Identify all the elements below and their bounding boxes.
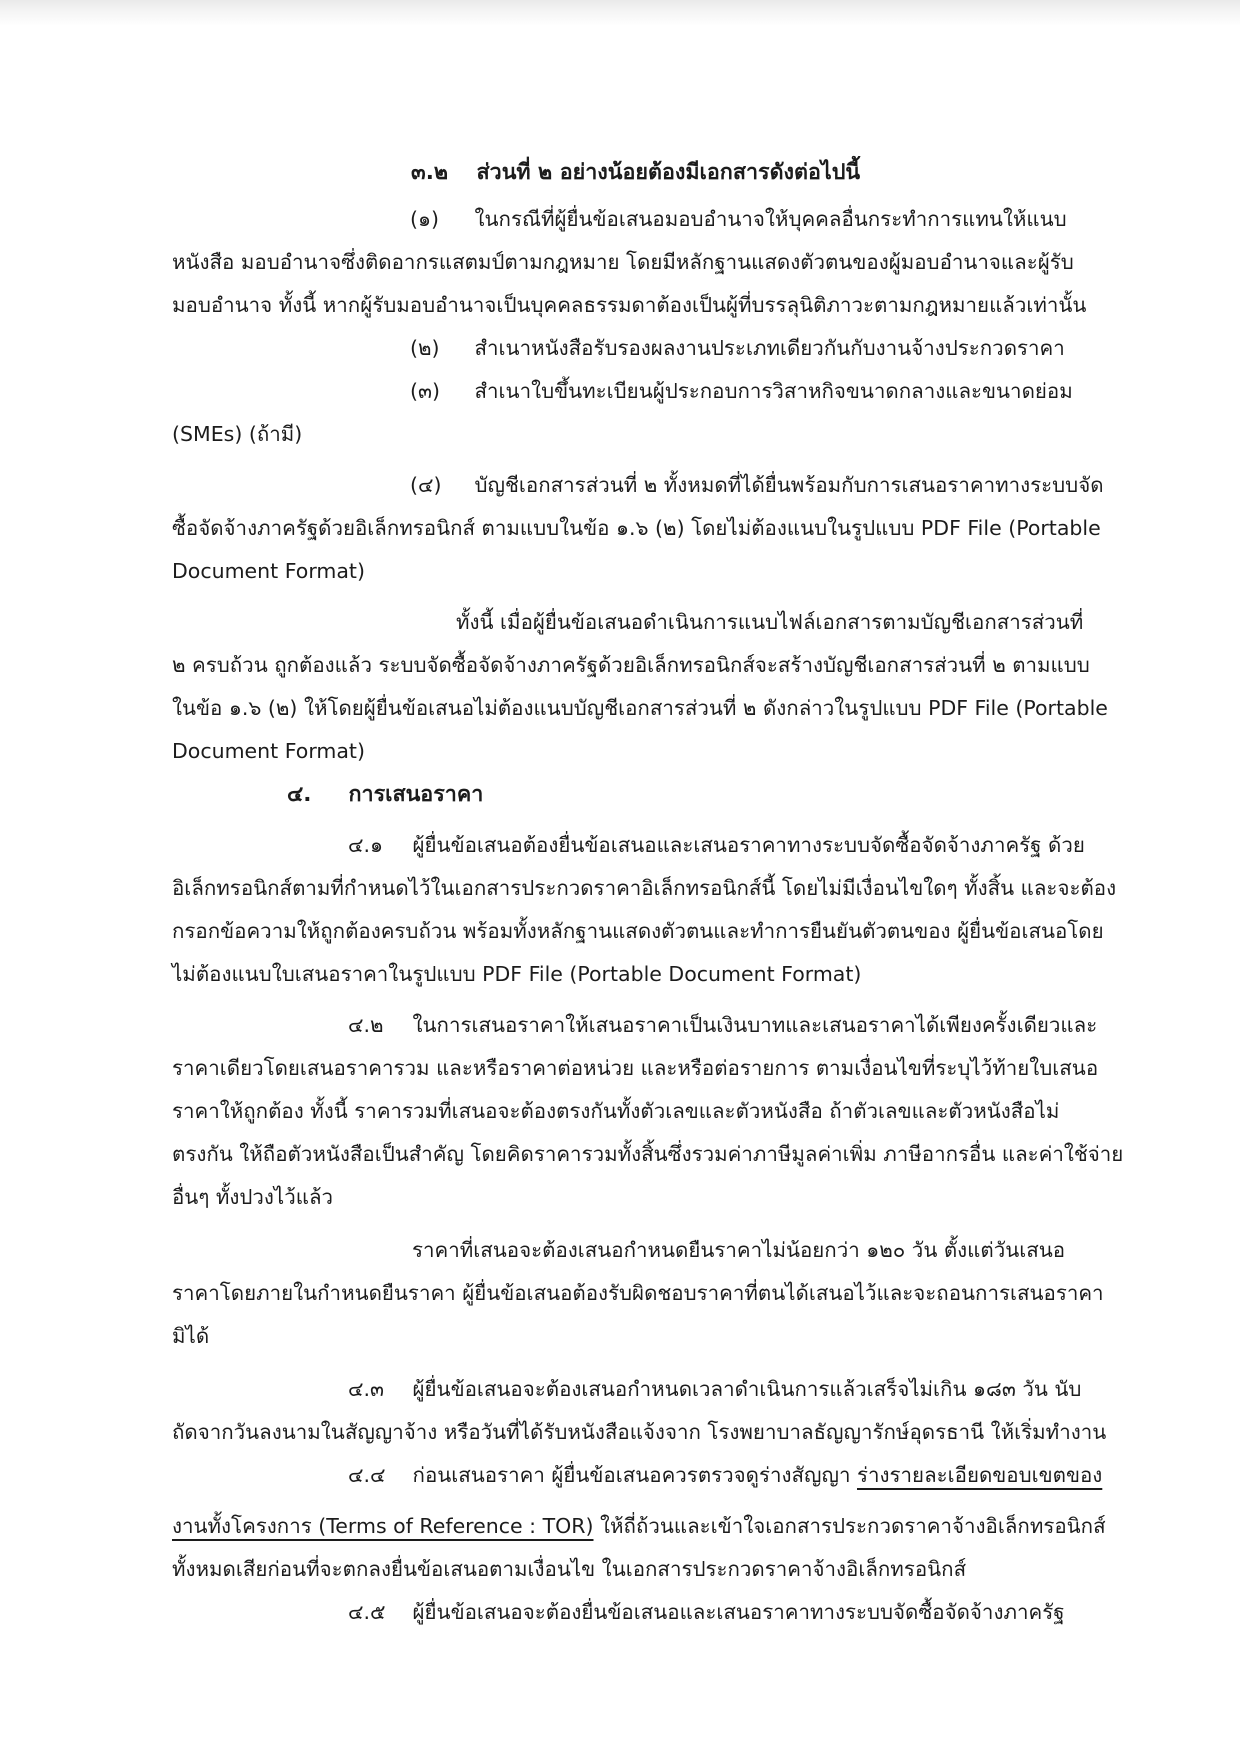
- paragraph-line: มิได้: [172, 1324, 210, 1348]
- paragraph-line: ทั้งนี้ เมื่อผู้ยื่นข้อเสนอดำเนินการแนบไฟล์เอกสารตามบัญชีเอกสารส่วนที่: [456, 610, 1084, 634]
- paragraph-line: มอบอำนาจ ทั้งนี้ หากผู้รับมอบอำนาจเป็นบุคคลธรรมดาต้องเป็นผู้ที่บรรลุนิติภาวะตามกฎหมายแล้วเท่านั้น: [172, 293, 1087, 317]
- section-number: ๓.๒: [411, 160, 449, 185]
- paragraph-line: ตรงกัน ให้ถือตัวหนังสือเป็นสำคัญ โดยคิดราคารวมทั้งสิ้นซึ่งรวมค่าภาษีมูลค่าเพิ่ม ภาษีอากรอื่น และค่าใช้จ่าย: [172, 1142, 1124, 1166]
- item-1-line-1: [172, 198, 1082, 241]
- clause-4-4-line-2: [172, 1505, 1106, 1548]
- line-text: ในกรณีที่ผู้ยื่นข้อเสนอมอบอำนาจให้บุคคลอื่นกระทำการแทนให้แนบ: [474, 207, 1067, 231]
- line-text: สำเนาใบขึ้นทะเบียนผู้ประกอบการวิสาหกิจขนาดกลางและขนาดย่อม: [474, 379, 1073, 403]
- paragraph-line: อื่นๆ ทั้งปวงไว้แล้ว: [172, 1185, 334, 1209]
- line-text: ในการเสนอราคาให้เสนอราคาเป็นเงินบาทและเสนอราคาได้เพียงครั้งเดียวและ: [412, 1013, 1098, 1037]
- paragraph-line: อิเล็กทรอนิกส์ตามที่กำหนดไว้ในเอกสารประกวดราคาอิเล็กทรอนิกส์นี้ โดยไม่มีเงื่อนไขใดๆ ทั้งสิ้น และจะต้อง: [172, 876, 1117, 900]
- section-title: ส่วนที่ ๒ อย่างน้อยต้องมีเอกสารดังต่อไปนี้: [476, 160, 861, 185]
- clause-4-2-line-1: [172, 1004, 1098, 1047]
- clause-4-1-line-1: [172, 824, 1085, 867]
- section-3-2-heading: [172, 150, 1082, 196]
- item-4-line-1: [172, 464, 1104, 507]
- line-text: ให้ถี่ถ้วนและเข้าใจเอกสารประกวดราคาจ้างอิเล็กทรอนิกส์: [600, 1514, 1106, 1538]
- section-number: ๔.: [287, 782, 312, 807]
- underlined-text: ร่างรายละเอียดขอบเขตของ: [857, 1463, 1103, 1487]
- paragraph-line: ๒ ครบถ้วน ถูกต้องแล้ว ระบบจัดซื้อจัดจ้างภาครัฐด้วยอิเล็กทรอนิกส์จะสร้างบัญชีเอกสารส่วนที่ ๒ ตามแบบ: [172, 653, 1090, 677]
- paragraph-line: Document Format): [172, 739, 365, 763]
- line-text: ผู้ยื่นข้อเสนอจะต้องเสนอกำหนดเวลาดำเนินการแล้วเสร็จไม่เกิน ๑๘๓ วัน นับ: [412, 1377, 1082, 1401]
- paragraph-line: ราคาให้ถูกต้อง ทั้งนี้ ราคารวมที่เสนอจะต้องตรงกันทั้งตัวเลขและตัวหนังสือ ถ้าตัวเลขและตัวหนังสือไม่: [172, 1099, 1060, 1123]
- line-text: สำเนาหนังสือรับรองผลงานประเภทเดียวกันกับงานจ้างประกวดราคา: [474, 336, 1065, 360]
- clause-number: ๔.๔: [348, 1463, 386, 1487]
- item-number: (๑): [410, 207, 440, 231]
- paragraph-line: กรอกข้อความให้ถูกต้องครบถ้วน พร้อมทั้งหลักฐานแสดงตัวตนและทำการยืนยันตัวตนของ ผู้ยื่นข้อเสนอโดย: [172, 919, 1104, 943]
- item-3-line-1: [172, 370, 1082, 413]
- paragraph-line: หนังสือ มอบอำนาจซึ่งติดอากรแสตมป์ตามกฎหมาย โดยมีหลักฐานแสดงตัวตนของผู้มอบอำนาจและผู้รับ: [172, 250, 1074, 274]
- section-title: การเสนอราคา: [348, 782, 484, 807]
- item-number: (๒): [410, 336, 440, 360]
- document-page: [172, 150, 1124, 1634]
- item-number: (๔): [410, 473, 442, 497]
- line-text: บัญชีเอกสารส่วนที่ ๒ ทั้งหมดที่ได้ยื่นพร้อมกับการเสนอราคาทางระบบจัด: [474, 473, 1104, 497]
- item-number: (๓): [410, 379, 441, 403]
- clause-4-5-line-1: [172, 1591, 1082, 1634]
- clause-number: ๔.๒: [348, 1013, 384, 1037]
- underlined-text: งานทั้งโครงการ (Terms of Reference : TOR): [172, 1514, 594, 1538]
- paragraph-line: ราคาที่เสนอจะต้องเสนอกำหนดยืนราคาไม่น้อยกว่า ๑๒๐ วัน ตั้งแต่วันเสนอ: [412, 1238, 1066, 1262]
- line-text: ผู้ยื่นข้อเสนอจะต้องยื่นข้อเสนอและเสนอราคาทางระบบจัดซื้อจัดจ้างภาครัฐ: [412, 1600, 1065, 1624]
- scan-edge: [0, 0, 1240, 26]
- paragraph-line: ไม่ต้องแนบใบเสนอราคาในรูปแบบ PDF File (Portable Document Format): [172, 962, 862, 986]
- line-text: ผู้ยื่นข้อเสนอต้องยื่นข้อเสนอและเสนอราคาทางระบบจัดซื้อจัดจ้างภาครัฐ ด้วย: [412, 833, 1085, 857]
- line-text: ก่อนเสนอราคา ผู้ยื่นข้อเสนอควรตรวจดูร่างสัญญา: [412, 1463, 851, 1487]
- paragraph-line: (SMEs) (ถ้ามี): [172, 422, 303, 446]
- item-2-line: [172, 327, 1082, 370]
- paragraph-line: ซื้อจัดจ้างภาครัฐด้วยอิเล็กทรอนิกส์ ตามแบบในข้อ ๑.๖ (๒) โดยไม่ต้องแนบในรูปแบบ PDF File (Portable: [172, 516, 1101, 540]
- paragraph-line: ในข้อ ๑.๖ (๒) ให้โดยผู้ยื่นข้อเสนอไม่ต้องแนบบัญชีเอกสารส่วนที่ ๒ ดังกล่าวในรูปแบบ PDF File (Portable: [172, 696, 1108, 720]
- clause-4-3-line-1: [172, 1368, 1082, 1411]
- clause-number: ๔.๓: [348, 1377, 385, 1401]
- section-4-heading: [172, 773, 1082, 816]
- paragraph-line: ทั้งหมดเสียก่อนที่จะตกลงยื่นข้อเสนอตามเงื่อนไข ในเอกสารประกวดราคาจ้างอิเล็กทรอนิกส์: [172, 1557, 967, 1581]
- paragraph-line: Document Format): [172, 559, 365, 583]
- clause-number: ๔.๕: [348, 1600, 386, 1624]
- paragraph-line: ราคาโดยภายในกำหนดยืนราคา ผู้ยื่นข้อเสนอต้องรับผิดชอบราคาที่ตนได้เสนอไว้และจะถอนการเสนอราคา: [172, 1281, 1104, 1305]
- paragraph-line: ราคาเดียวโดยเสนอราคารวม และหรือราคาต่อหน่วย และหรือต่อรายการ ตามเงื่อนไขที่ระบุไว้ท้ายใบเสนอ: [172, 1056, 1099, 1080]
- clause-number: ๔.๑: [348, 833, 384, 857]
- clause-4-4-line-1: [172, 1454, 1103, 1497]
- paragraph-line: ถัดจากวันลงนามในสัญญาจ้าง หรือวันที่ได้รับหนังสือแจ้งจาก โรงพยาบาลธัญญารักษ์อุดรธานี ให้เริ่มทำงาน: [172, 1420, 1107, 1444]
